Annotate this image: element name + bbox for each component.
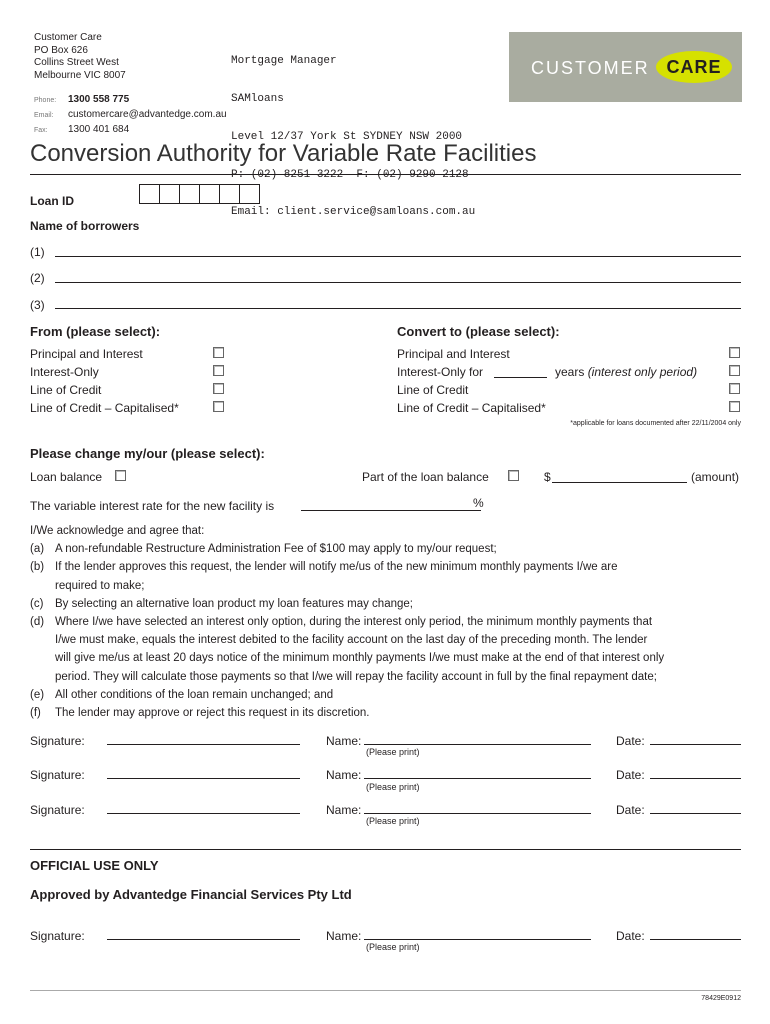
clause-key: (b) xyxy=(30,561,45,574)
name-field[interactable] xyxy=(364,744,591,745)
clause-d xyxy=(30,613,742,686)
sender-line: Collins Street West xyxy=(34,57,119,68)
please-print-note: (Please print) xyxy=(366,942,420,952)
date-label: Date: xyxy=(616,929,645,943)
acknowledgement-clauses xyxy=(30,522,742,722)
name-label: Name: xyxy=(326,768,362,782)
clause-line: The lender may approve or reject this request in its discretion. xyxy=(55,707,370,720)
sender-contact xyxy=(34,93,227,138)
borrowers-label: Name of borrowers xyxy=(30,219,140,233)
fax-value: 1300 401 684 xyxy=(68,124,130,135)
name-label: Name: xyxy=(326,734,362,748)
name-field[interactable] xyxy=(364,813,591,814)
signature-label: Signature: xyxy=(30,768,85,782)
from-option-loc: Line of Credit xyxy=(30,383,102,397)
clause-key: (d) xyxy=(30,616,45,629)
page-title: Conversion Authority for Variable Rate Facilities xyxy=(30,140,537,167)
loan-id-digit-box[interactable] xyxy=(219,184,240,204)
recipient-line: Level 12/37 York St SYDNEY NSW 2000 xyxy=(231,130,463,143)
from-loc-checkbox[interactable] xyxy=(213,383,224,394)
official-use-heading: OFFICIAL USE ONLY xyxy=(30,858,159,873)
sender-line: PO Box 626 xyxy=(34,44,88,56)
interest-rate-label: The variable interest rate for the new facility is xyxy=(30,499,275,513)
loan-id-digit-box[interactable] xyxy=(199,184,220,204)
date-label: Date: xyxy=(616,803,645,817)
clause-line: I/we must make, equals the interest debited to the facility account on the last day of the preceding month. The lender xyxy=(55,634,648,647)
years-word: years xyxy=(555,365,585,379)
from-option-pi: Principal and Interest xyxy=(30,347,143,361)
official-divider xyxy=(30,849,741,850)
phone-value: 1300 558 775 xyxy=(68,94,130,105)
io-period-note: (interest only period) xyxy=(587,365,698,379)
customer-care-logo xyxy=(509,32,742,102)
borrower-3-line[interactable] xyxy=(55,308,741,309)
interest-rate-field[interactable] xyxy=(301,510,481,511)
from-pi-checkbox[interactable] xyxy=(213,347,224,358)
part-balance-checkbox[interactable] xyxy=(508,470,519,481)
recipient-address xyxy=(231,30,475,232)
please-print-note: (Please print) xyxy=(366,747,420,757)
clause-line: required to make; xyxy=(55,579,145,592)
clause-a xyxy=(30,540,742,558)
loan-balance-checkbox[interactable] xyxy=(115,470,126,481)
name-label: Name: xyxy=(326,803,362,817)
fax-label: Fax: xyxy=(34,127,48,134)
clause-line: By selecting an alternative loan product my loan features may change; xyxy=(55,597,413,610)
please-print-note: (Please print) xyxy=(366,816,420,826)
name-label: Name: xyxy=(326,929,362,943)
sender-address xyxy=(34,32,126,82)
convert-io-years-label xyxy=(555,365,697,379)
signature-label: Signature: xyxy=(30,929,85,943)
acknowledgement-intro: I/We acknowledge and agree that: xyxy=(30,525,205,537)
recipient-line: SAMloans xyxy=(231,92,284,105)
sender-line: Melbourne VIC 8007 xyxy=(34,69,126,81)
amount-label: (amount) xyxy=(691,470,740,484)
signature-field[interactable] xyxy=(107,813,300,814)
clause-key: (a) xyxy=(30,543,45,556)
recipient-line: Email: client.service@samloans.com.au xyxy=(231,206,476,219)
footer-divider xyxy=(30,990,741,991)
borrower-2-label: (2) xyxy=(30,271,45,285)
recipient-line: Mortgage Manager xyxy=(231,55,337,68)
convert-option-loc: Line of Credit xyxy=(397,383,469,397)
clause-line: will give me/us at least 20 days notice of the minimum monthly payments I/we must make at the end of that interest only xyxy=(55,652,665,665)
email-label: Email: xyxy=(34,112,54,119)
loan-id-digit-box[interactable] xyxy=(139,184,160,204)
from-loc-cap-checkbox[interactable] xyxy=(213,401,224,412)
clause-key: (e) xyxy=(30,688,45,701)
amount-field[interactable] xyxy=(552,482,687,483)
email-value: customercare@advantedge.com.au xyxy=(68,109,227,120)
date-label: Date: xyxy=(616,734,645,748)
convert-loc-checkbox[interactable] xyxy=(729,383,740,394)
clause-b xyxy=(30,558,742,594)
convert-pi-checkbox[interactable] xyxy=(729,347,740,358)
loan-balance-label: Loan balance xyxy=(30,470,103,484)
dollar-sign: $ xyxy=(544,470,551,484)
clause-c xyxy=(30,595,742,613)
date-field[interactable] xyxy=(650,778,741,779)
clause-line: A non-refundable Restructure Administration Fee of $100 may apply to my/our request; xyxy=(55,543,497,556)
date-field[interactable] xyxy=(650,744,741,745)
convert-heading: Convert to (please select): xyxy=(397,324,560,339)
loan-id-digit-box[interactable] xyxy=(159,184,180,204)
form-code: 78429E0912 xyxy=(701,995,741,1002)
clause-key: (f) xyxy=(30,707,41,720)
borrower-3-label: (3) xyxy=(30,298,45,312)
borrower-1-line[interactable] xyxy=(55,256,741,257)
approved-by-text: Approved by Advantedge Financial Services Pty Ltd xyxy=(30,887,352,902)
signature-label: Signature: xyxy=(30,734,85,748)
signature-field[interactable] xyxy=(107,939,300,940)
clause-key: (c) xyxy=(30,597,44,610)
name-field[interactable] xyxy=(364,939,591,940)
name-field[interactable] xyxy=(364,778,591,779)
signature-field[interactable] xyxy=(107,778,300,779)
capitalised-footnote: *applicable for loans documented after 22/11/2004 only xyxy=(570,420,741,427)
clause-line: Where I/we have selected an interest only option, during the interest only period, the minimum monthly payments that xyxy=(55,616,653,629)
signature-label: Signature: xyxy=(30,803,85,817)
please-print-note: (Please print) xyxy=(366,782,420,792)
clause-line: period. They will calculate those payments so that I/we will repay the facility account in full by the final repayment date; xyxy=(55,670,657,683)
from-option-io: Interest-Only xyxy=(30,365,99,379)
from-heading: From (please select): xyxy=(30,324,161,339)
logo-word-customer: CUSTOMER xyxy=(531,58,650,78)
borrower-1-label: (1) xyxy=(30,245,45,259)
io-years-field[interactable] xyxy=(494,377,547,378)
logo-word-care: CARE xyxy=(656,51,732,83)
sender-line: Customer Care xyxy=(34,32,102,43)
loan-id-digit-box[interactable] xyxy=(179,184,200,204)
borrower-2-line[interactable] xyxy=(55,282,741,283)
clause-line: All other conditions of the loan remain unchanged; and xyxy=(55,688,334,701)
date-field[interactable] xyxy=(650,939,741,940)
loan-id-label: Loan ID xyxy=(30,194,74,208)
clause-e xyxy=(30,686,742,704)
recipient-line: P: (02) 8251 3222 F: (02) 9290 2128 xyxy=(231,168,469,181)
from-option-loc-cap: Line of Credit – Capitalised* xyxy=(30,401,179,415)
clause-f xyxy=(30,704,742,722)
signature-field[interactable] xyxy=(107,744,300,745)
date-field[interactable] xyxy=(650,813,741,814)
convert-option-io: Interest-Only for xyxy=(397,365,484,379)
from-io-checkbox[interactable] xyxy=(213,365,224,376)
convert-io-checkbox[interactable] xyxy=(729,365,740,376)
loan-id-digit-box[interactable] xyxy=(239,184,260,204)
convert-option-loc-cap: Line of Credit – Capitalised* xyxy=(397,401,546,415)
date-label: Date: xyxy=(616,768,645,782)
convert-option-pi: Principal and Interest xyxy=(397,347,510,361)
clause-line: If the lender approves this request, the lender will notify me/us of the new minimum monthly payments I/we are xyxy=(55,561,618,574)
change-heading: Please change my/our (please select): xyxy=(30,446,265,461)
title-divider xyxy=(30,174,741,175)
part-balance-label: Part of the loan balance xyxy=(362,470,489,484)
loan-id-boxes xyxy=(139,184,260,204)
phone-label: Phone: xyxy=(34,97,57,104)
convert-loc-cap-checkbox[interactable] xyxy=(729,401,740,412)
percent-sign: % xyxy=(473,496,484,510)
